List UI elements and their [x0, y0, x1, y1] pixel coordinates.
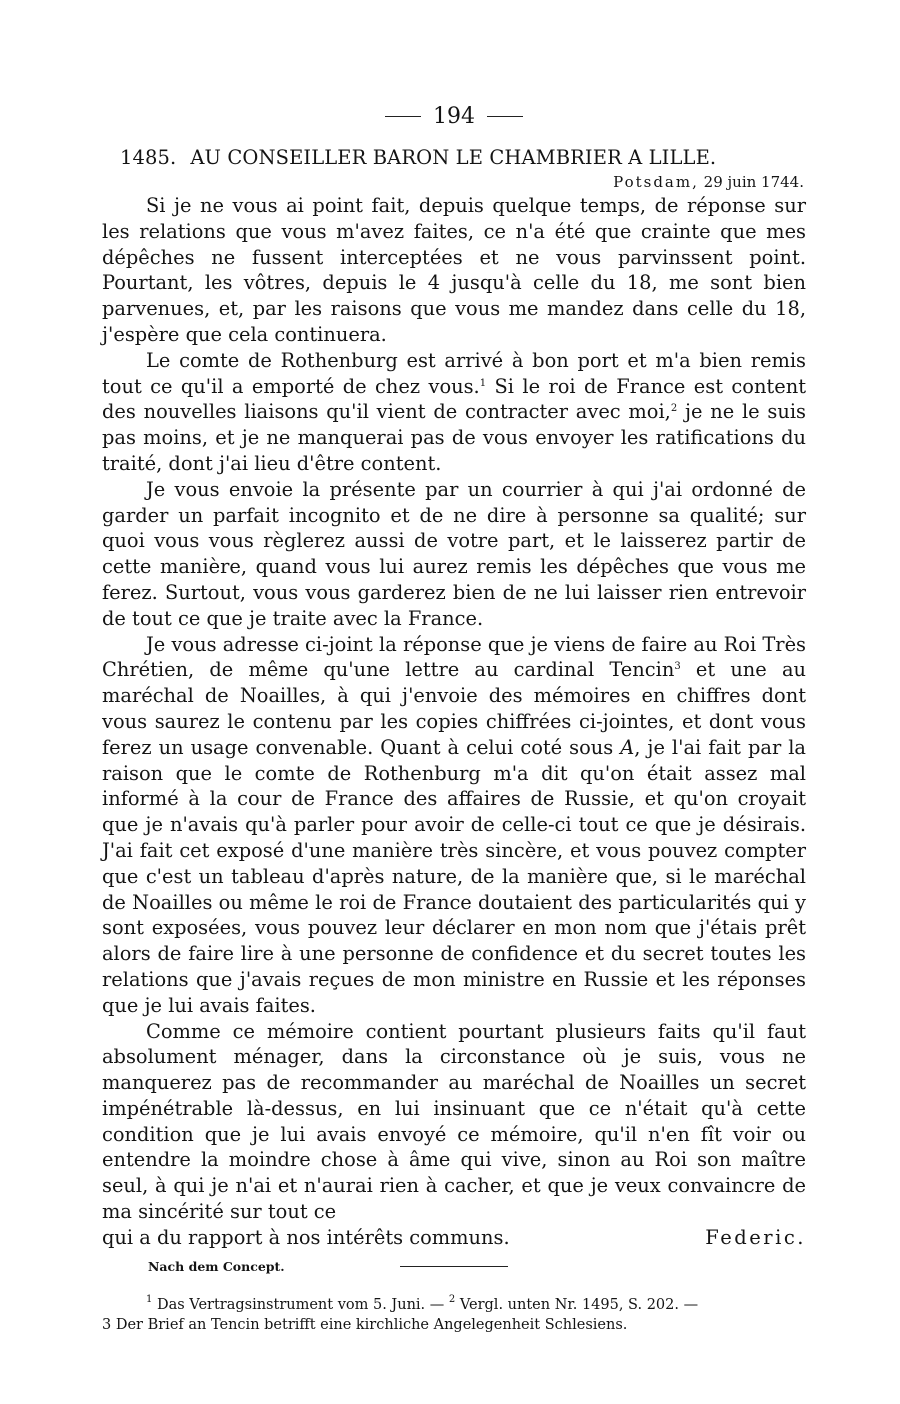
footnote-line-1 — [102, 1295, 806, 1315]
paragraph-4-text-a: Je vous adresse ci-joint la réponse que je viens de faire au Roi Très Chrétien, de même qu'une lettre au cardinal Tencin — [102, 632, 806, 682]
footnote-1: Das Vertragsinstrument vom 5. Juni. — — [156, 1296, 445, 1313]
paragraph-2 — [102, 348, 806, 477]
paragraph-2-text-a: Le comte de Rothenburg est arrivé à bon port et m'a bien remis tout ce qu'il a emporté de chez vous. — [102, 348, 806, 398]
letter-title: AU CONSEILLER BARON LE CHAMBRIER A LILLE. — [190, 146, 717, 169]
footnote-ref-3: 3 — [674, 661, 681, 673]
footnote-mark-2: 2 — [448, 1293, 456, 1305]
footnote-2: Vergl. unten Nr. 1495, S. 202. — — [459, 1296, 699, 1313]
footnote-mark-1: 1 — [146, 1293, 153, 1305]
paragraph-5: Comme ce mémoire contient pourtant plusieurs faits qu'il faut absolument ménager, dans la circonstance où je suis, vous ne manquerez pas de recommander au maréchal de Noailles un secret impénétrable là-dessus, en lui insinuant que ce n'était qu'à cette condition que je lui avais envoyé ce mémoire, qu'il n'en fît voir ou entendre la moindre chose à âme qui vive, sinon au Roi son maître seul, à qui je n'ai et n'aurai rien à cacher, et que je veux convaincre de ma sincérité sur tout ce — [102, 1019, 806, 1224]
paragraph-5-last-line: qui a du rapport à nos intérêts communs. — [102, 1225, 510, 1249]
dateline — [102, 173, 806, 191]
enclosure-letter: A — [620, 735, 635, 759]
paragraph-4-text-b: et une au maréchal de Noailles, à qui j'envoie des mémoires en chiffres dont vous saurez le contenu par les copies chiffrées ci-jointes, et dont vous ferez un usage convenable. Quant à celui coté sous — [102, 658, 806, 759]
letter-heading — [102, 146, 806, 169]
footnote-separator — [400, 1266, 508, 1267]
page-number: 194 — [433, 103, 475, 129]
footnote-3: Der Brief an Tencin betrifft eine kirchliche Angelegenheit Schlesiens. — [115, 1316, 628, 1333]
letter-date: 29 juin 1744. — [703, 173, 804, 191]
closing-line — [102, 1225, 806, 1251]
running-header — [102, 98, 806, 134]
letter-body — [102, 193, 806, 1251]
footnote-ref-1: 1 — [479, 377, 487, 389]
paragraph-4 — [102, 632, 806, 1019]
paragraph-4-text-d: , je l'ai fait par la raison que le comte de Rothenburg m'a dit qu'on était assez mal informé à la cour de France des affaires de Russie, et qu'on croyait que je n'avais qu'à parler pour avoir de celle-ci tout ce que je désirais. J'ai fait cet exposé d'une manière très sincère, et vous pouvez compter que c'est un tableau d'après nature, de la manière que, si le maréchal de Noailles ou même le roi de France doutaient des particularités qui y sont exposées, vous pouvez leur déclarer en mon nom que j'étais prêt alors de faire lire à une personne de confidence et du secret toutes les relations que j'avais reçues de mon ministre en Russie et les réponses que je lui avais faites. — [102, 735, 806, 1017]
header-rule-left — [385, 116, 421, 117]
document-page — [102, 98, 806, 1335]
footnote-mark-3: 3 — [102, 1316, 112, 1333]
footnote-line-2 — [102, 1315, 806, 1335]
signature: Federic. — [705, 1225, 806, 1249]
paragraph-1: Si je ne vous ai point fait, depuis quelque temps, de réponse sur les relations que vous m'avez faites, ce n'a été que crainte que mes dépêches ne fussent interceptées et ne vous parvinssent point. Pourtant, les vôtres, depuis le 4 jusqu'à celle du 18, me sont bien parvenues, et, par les raisons que vous me mandez dans celle du 18, j'espère que cela continuera. — [102, 194, 806, 346]
source-note: Nach dem Concept. — [148, 1258, 285, 1274]
letter-place: Potsdam, — [613, 173, 699, 191]
paragraph-3: Je vous envoie la présente par un courrier à qui j'ai ordonné de garder un parfait incognito et de ne dire à personne sa qualité; sur quoi vous vous règlerez aussi de votre part, et le laisserez partir de cette manière, quand vous lui aurez remis les dépêches que vous me ferez. Surtout, vous vous garderez bien de ne lui laisser rien entrevoir de tout ce que je traite avec la France. — [102, 477, 806, 630]
letter-number: 1485. — [120, 146, 177, 169]
paragraph-2-text-c: je ne le suis pas moins, et je ne manquerai pas de vous envoyer les ratifications du traité, dont j'ai lieu d'être content. — [102, 400, 806, 475]
paragraph-2-text-b: Si le roi de France est content des nouvelles liaisons qu'il vient de contracter avec moi, — [102, 374, 806, 424]
footnote-ref-2: 2 — [670, 403, 678, 415]
footnotes — [102, 1295, 806, 1335]
header-rule-right — [487, 116, 523, 117]
